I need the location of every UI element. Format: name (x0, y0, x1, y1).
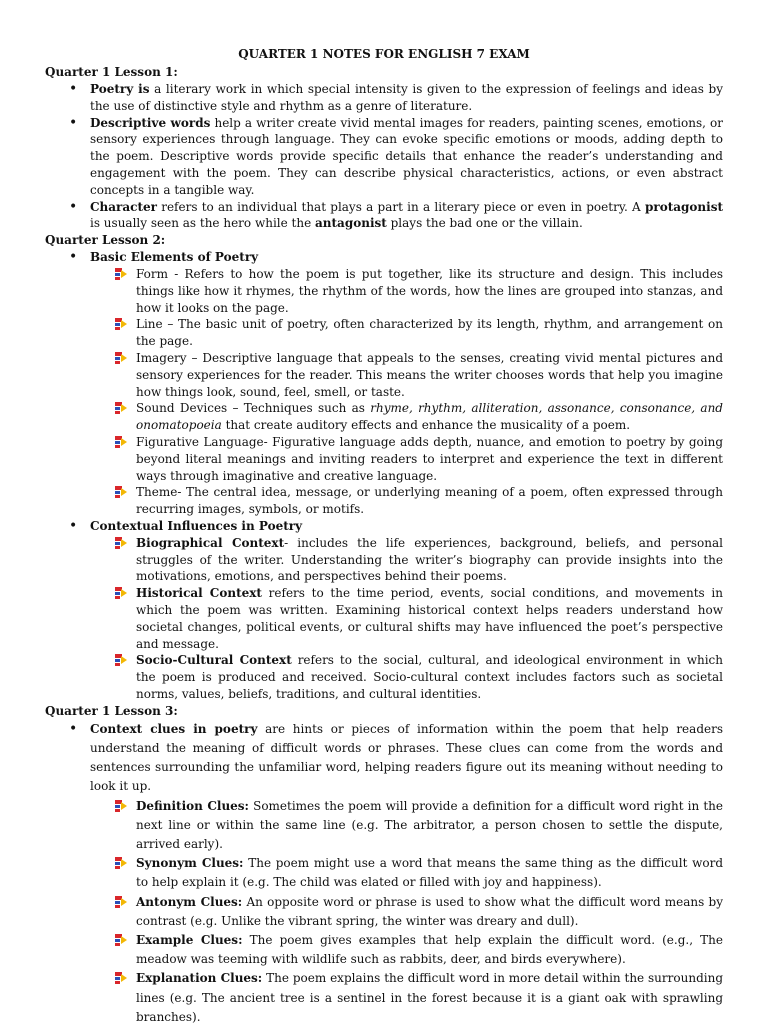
term: Poetry is (90, 82, 150, 96)
arrow-bullet-icon (114, 485, 128, 499)
sub-list-item (45, 535, 723, 585)
definition-text: plays the bad one or the villain. (386, 216, 583, 231)
sub-list-item (45, 585, 723, 652)
bullet-dot-icon: • (69, 517, 78, 534)
sub-list-item (45, 931, 723, 969)
bullet-dot-icon: • (69, 249, 78, 266)
sub-list-item (45, 484, 723, 518)
bullet-dot-icon: • (69, 198, 78, 215)
term: Descriptive words (90, 115, 211, 130)
term: Antonym Clues: (136, 894, 243, 909)
item-text: refers to the time period, events, social conditions, and movements in which the poem was written. Examining historical context helps readers understand how societal changes, political events, or cultural shifts may have influenced the poet’s perspective and message. (136, 586, 723, 651)
arrow-bullet-icon (114, 971, 128, 985)
arrow-bullet-icon (114, 933, 128, 947)
page-title: QUARTER 1 NOTES FOR ENGLISH 7 EXAM (238, 47, 530, 61)
definition-text: a literary work in which special intensity is given to the expression of feelings and ideas by the use of distinctive style and rhythm as a genre of literature. (90, 82, 723, 113)
definition-text: help a writer create vivid mental images for readers, painting scenes, emotions, or sensory experiences through language. They can evoke specific emotions or moods, adding depth to the poem. Descriptive words provide specific details that enhance the reader’s understanding and engagement with the poem. They can describe physical characteristics, actions, or even abstract concepts in a tangible way. (90, 115, 723, 197)
item-text: Sometimes the poem will provide a definition for a difficult word right in the next line or within the same line (e.g. The arbitrator, a person chosen to settle the dispute, arrived early). (136, 798, 723, 851)
sub-list-item (45, 316, 723, 350)
item-text: Imagery – Descriptive language that appeals to the senses, creating vivid mental pictures and sensory experiences for the reader. This means the writer chooses words that help you imagine how things look, sound, feel, smell, or taste. (136, 350, 723, 399)
lesson-1-heading: Quarter 1 Lesson 1: (45, 65, 178, 79)
term: Example Clues: (136, 932, 243, 947)
term: Socio-Cultural Context (136, 653, 292, 668)
term: Character (90, 199, 157, 214)
item-text: The poem might use a word that means the same thing as the difficult word to help explain it (e.g. The child was elated or filled with joy and happiness). (136, 856, 724, 890)
bullet-dot-icon: • (69, 114, 78, 131)
item-text: Form - Refers to how the poem is put together, like its structure and design. This includes things like how it rhymes, the rhythm of the words, how the lines are grouped into stanzas, and how it looks on the page. (136, 266, 723, 315)
item-text: The poem gives examples that help explain the difficult word. (e.g., The meadow was teeming with wildlife such as rabbits, deer, and birds everywhere). (136, 932, 723, 967)
sub-list-item (45, 652, 723, 702)
arrow-bullet-icon (114, 895, 128, 909)
arrow-bullet-icon (114, 401, 128, 415)
bullet-dot-icon: • (69, 81, 78, 97)
term: Context clues in poetry (90, 721, 258, 736)
list-item (45, 518, 723, 535)
sub-list-item (45, 350, 723, 400)
list-item (45, 249, 723, 266)
bullet-dot-icon: • (69, 720, 78, 737)
definition-text: is usually seen as the hero while the (90, 216, 316, 231)
term: Historical Context (136, 586, 262, 601)
item-text: Figurative Language- Figurative language adds depth, nuance, and emotion to poetry by going beyond literal meanings and inviting readers to interpret and experience the text in different ways through imaginative and creative language. (136, 434, 723, 483)
term: Biographical Context (136, 535, 285, 550)
arrow-bullet-icon (114, 351, 128, 365)
item-text: The poem explains the difficult word in more detail within the surrounding lines (e.g. The ancient tree is a sentinel in the forest because it is a giant oak with sprawling branches). (136, 971, 723, 1024)
sub-list-item (45, 893, 723, 931)
definition-text: refers to an individual that plays a part in a literary piece or even in poetry. A (156, 199, 645, 214)
sound-devices-list: rhyme, rhythm, alliteration, assonance, consonance, and onomatopoeia (136, 401, 723, 433)
item-text: Line – The basic unit of poetry, often characterized by its length, rhythm, and arrangement on the page. (136, 317, 723, 349)
arrow-bullet-icon (114, 267, 128, 281)
arrow-bullet-icon (114, 435, 128, 449)
sub-list-item (45, 400, 723, 434)
list-item (45, 720, 723, 797)
section-heading: Contextual Influences in Poetry (90, 518, 303, 533)
list-item (45, 199, 723, 233)
term: Explanation Clues: (136, 971, 263, 986)
item-text: refers to the social, cultural, and ideological environment in which the poem is produced and received. Socio-cultural context includes factors such as societal norms, values, beliefs, traditions, and cultural identities. (136, 653, 724, 701)
definition-text: are hints or pieces of information within the poem that help readers understand the meaning of difficult words or phrases. These clues can come from the words and sentences surrounding the unfamiliar word, helping readers figure out its meaning without needing to look it up. (90, 721, 723, 794)
sub-list-item (45, 266, 723, 316)
term-antagonist: antagonist (315, 216, 387, 231)
sub-list-item (45, 434, 723, 484)
list-item (45, 115, 723, 199)
term: Definition Clues: (136, 798, 249, 813)
arrow-bullet-icon (114, 653, 128, 667)
item-text: - includes the life experiences, background, beliefs, and personal struggles of the writer. Understanding the writer’s biography can provide insights into the motivations, emotions, and perspectives behind their poems. (136, 535, 723, 584)
sub-list-item (45, 854, 723, 892)
sub-list-item (45, 969, 723, 1027)
arrow-bullet-icon (114, 586, 128, 600)
item-text: Sound Devices – Techniques such as (136, 401, 371, 416)
term: Synonym Clues: (136, 856, 244, 871)
lesson-2-heading: Quarter Lesson 2: (45, 233, 166, 248)
arrow-bullet-icon (114, 799, 128, 813)
lesson-3-heading: Quarter 1 Lesson 3: (45, 703, 178, 718)
item-text: that create auditory effects and enhance the musicality of a poem. (221, 418, 631, 433)
arrow-bullet-icon (114, 317, 128, 331)
section-heading: Basic Elements of Poetry (90, 250, 259, 265)
arrow-bullet-icon (114, 856, 128, 870)
arrow-bullet-icon (114, 536, 128, 550)
list-item (45, 81, 723, 115)
item-text: Theme- The central idea, message, or underlying meaning of a poem, often expressed through recurring images, symbols, or motifs. (136, 485, 723, 517)
term-protagonist: protagonist (644, 199, 723, 214)
item-text: An opposite word or phrase is used to show what the difficult word means by contrast (e.g. Unlike the vibrant spring, the winter was dreary and dull). (136, 894, 723, 928)
sub-list-item (45, 797, 723, 855)
